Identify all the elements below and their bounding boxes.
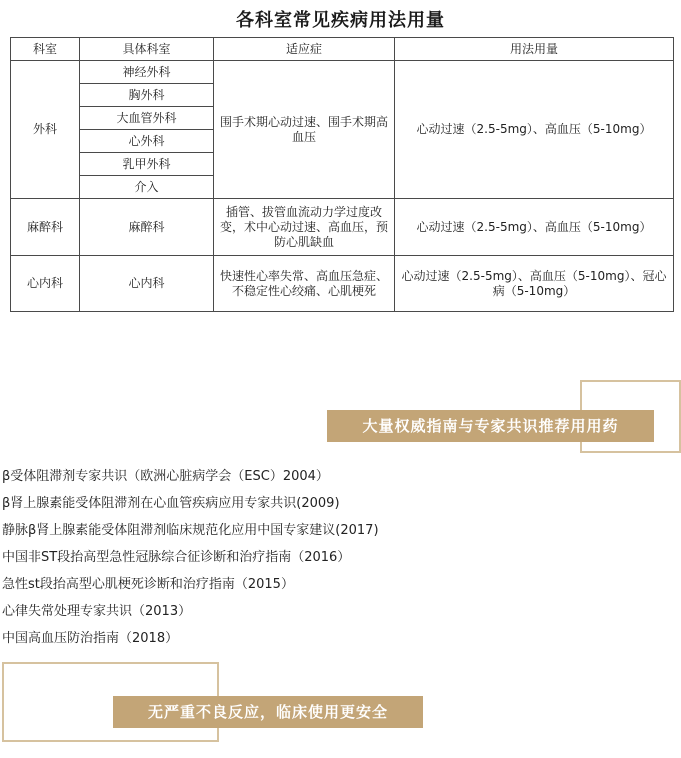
header-indication: 适应症 bbox=[214, 38, 395, 61]
page-title: 各科室常见疾病用法用量 bbox=[236, 10, 445, 31]
dosage-anesthesia: 心动过速（2.5-5mg）、高血压（5-10mg） bbox=[395, 199, 674, 256]
sub-dept-cell: 神经外科 bbox=[80, 61, 214, 84]
guidelines-banner: 大量权威指南与专家共识推荐用用药 bbox=[327, 410, 654, 442]
table-row bbox=[11, 61, 674, 84]
sub-dept-cell: 麻醉科 bbox=[80, 199, 214, 256]
indication-surgery: 围手术期心动过速、围手术期高血压 bbox=[214, 61, 395, 199]
list-item: 静脉β肾上腺素能受体阻滞剂临床规范化应用中国专家建议(2017) bbox=[2, 523, 379, 538]
reference-list bbox=[2, 463, 379, 652]
table-header-row bbox=[11, 38, 674, 61]
sub-dept-cell: 乳甲外科 bbox=[80, 153, 214, 176]
dept-cardiology: 心内科 bbox=[11, 256, 80, 312]
table-row bbox=[11, 256, 674, 312]
sub-dept-cell: 大血管外科 bbox=[80, 107, 214, 130]
indication-anesthesia: 插管、拔管血流动力学过度改变，术中心动过速、高血压，预防心肌缺血 bbox=[214, 199, 395, 256]
table-row bbox=[11, 199, 674, 256]
dept-anesthesia: 麻醉科 bbox=[11, 199, 80, 256]
sub-dept-cell: 心内科 bbox=[80, 256, 214, 312]
list-item: β肾上腺素能受体阻滞剂在心血管疾病应用专家共识(2009) bbox=[2, 496, 340, 511]
sub-dept-cell: 介入 bbox=[80, 176, 214, 199]
dosage-cardiology: 心动过速（2.5-5mg）、高血压（5-10mg）、冠心病（5-10mg） bbox=[395, 256, 674, 312]
sub-dept-cell: 胸外科 bbox=[80, 84, 214, 107]
sub-dept-cell: 心外科 bbox=[80, 130, 214, 153]
dosage-surgery: 心动过速（2.5-5mg）、高血压（5-10mg） bbox=[395, 61, 674, 199]
dept-surgery: 外科 bbox=[11, 61, 80, 199]
header-sub-dept: 具体科室 bbox=[80, 38, 214, 61]
safety-banner: 无严重不良反应，临床使用更安全 bbox=[113, 696, 423, 728]
list-item: 中国非ST段抬高型急性冠脉综合征诊断和治疗指南（2016） bbox=[2, 550, 351, 565]
indication-cardiology: 快速性心率失常、高血压急症、不稳定性心绞痛、心肌梗死 bbox=[214, 256, 395, 312]
list-item: β受体阻滞剂专家共识（欧洲心脏病学会（ESC）2004） bbox=[2, 469, 329, 484]
header-dosage: 用法用量 bbox=[395, 38, 674, 61]
list-item: 心律失常处理专家共识（2013） bbox=[2, 604, 192, 619]
list-item: 中国高血压防治指南（2018） bbox=[2, 631, 179, 646]
list-item: 急性st段抬高型心肌梗死诊断和治疗指南（2015） bbox=[2, 577, 294, 592]
header-dept: 科室 bbox=[11, 38, 80, 61]
dosage-table bbox=[10, 37, 674, 312]
